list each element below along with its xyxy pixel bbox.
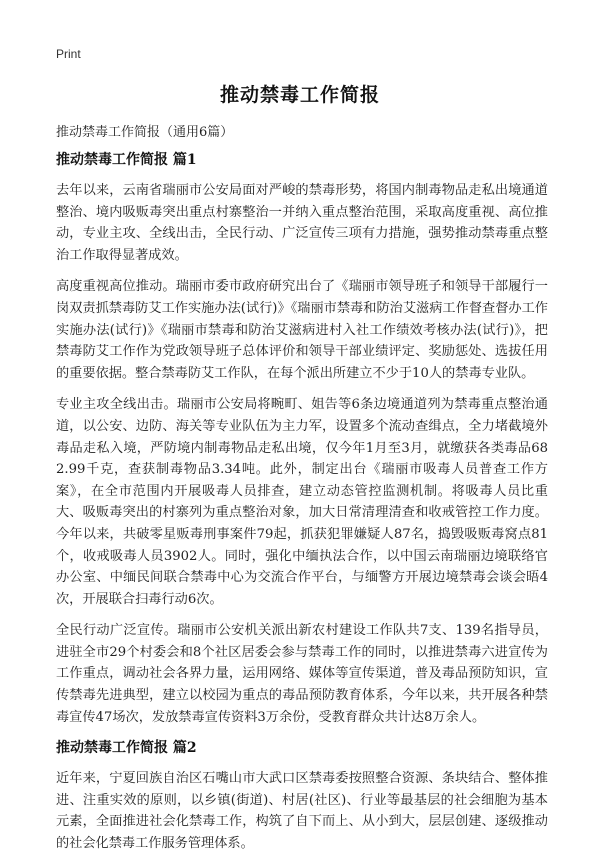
section-heading: 推动禁毒工作简报 篇2 — [56, 740, 197, 757]
paragraph: 去年以来，云南省瑞丽市公安局面对严峻的禁毒形势，将国内制毒物品走私出境通道整治、境内吸贩毒突出重点村寨整治一并纳入重点整治范围，采取高度重视、高位推动，专业主攻、全线出击，全民行动、广泛宣传三项有力措施，强势推动禁毒重点整治工作取得显著成效。 — [56, 183, 548, 263]
document-body — [56, 150, 548, 865]
print-link[interactable]: Print — [56, 47, 81, 61]
page-title: 推动禁毒工作简报 — [219, 84, 380, 106]
paragraph: 专业主攻全线出击。瑞丽市公安局将畹町、姐告等6条边境通道列为禁毒重点整治通道，以公安、边防、海关等专业队伍为主力军，设置多个流动查缉点，全力堵截境外毒品走私入境，严防境内制毒物品走私出境，仅今年1月至3月，就缴获各类毒品682.99千克，查获制毒物品3.34吨。此外，制定出台《瑞丽市吸毒人员普查工作方案》，在全市范围内开展吸毒人员排查，建立动态管控监测机制。将吸毒人员比重大、吸贩毒突出的村寨列为重点整治对象，加大日常清理清查和收戒管控工作力度。今年以来，共破零星贩毒刑事案件79起，抓获犯罪嫌疑人87名，捣毁吸贩毒窝点81个，收戒吸毒人员3902人。同时，强化中缅执法合作，以中国云南瑞丽边境联络官办公室、中缅民间联合禁毒中心为交流合作平台，与缅警方开展边境禁毒会谈会晤4次，开展联合扫毒行动6次。 — [56, 397, 548, 607]
paragraph: 全民行动广泛宣传。瑞丽市公安机关派出新农村建设工作队共7支、139名指导员，进驻全市29个村委会和8个社区居委会参与禁毒工作的同时，以推进禁毒六进宣传为工作重点，调动社会各界力量，运用网络、媒体等宣传渠道，普及毒品预防知识，宣传禁毒先进典型，建立以校园为重点的毒品预防教育体系，今年以来，共开展各种禁毒宣传47场次，发放禁毒宣传资料3万余份，受教育群众共计达8万余人。 — [56, 623, 548, 725]
document-subtitle: 推动禁毒工作简报（通用6篇） — [56, 125, 234, 140]
paragraph: 近年来，宁夏回族自治区石嘴山市大武口区禁毒委按照整合资源、条块结合、整体推进、注重实效的原则，以乡镇(街道)、村居(社区)、行业等最基层的社会细胞为基本元素，全面推进社会化禁毒工作，构筑了自下而上、从小到大，层层创建、逐级推动的社会化禁毒工作服务管理体系。 — [56, 771, 548, 852]
section-2 — [56, 738, 548, 854]
section-1 — [56, 150, 548, 728]
paragraph: 高度重视高位推动。瑞丽市委市政府研究出台了《瑞丽市领导班子和领导干部履行一岗双责抓禁毒防艾工作实施办法(试行)》《瑞丽市禁毒和防治艾滋病工作督查督办工作实施办法(试行)》《瑞丽市禁毒和防治艾滋病进村入社工作绩效考核办法(试行)》，把禁毒防艾工作作为党政领导班子总体评价和领导干部业绩评定、奖励惩处、选拔任用的重要依据。整合禁毒防艾工作队，在每个派出所建立不少于10人的禁毒专业队。 — [56, 279, 548, 381]
section-heading: 推动禁毒工作简报 篇1 — [56, 152, 197, 168]
